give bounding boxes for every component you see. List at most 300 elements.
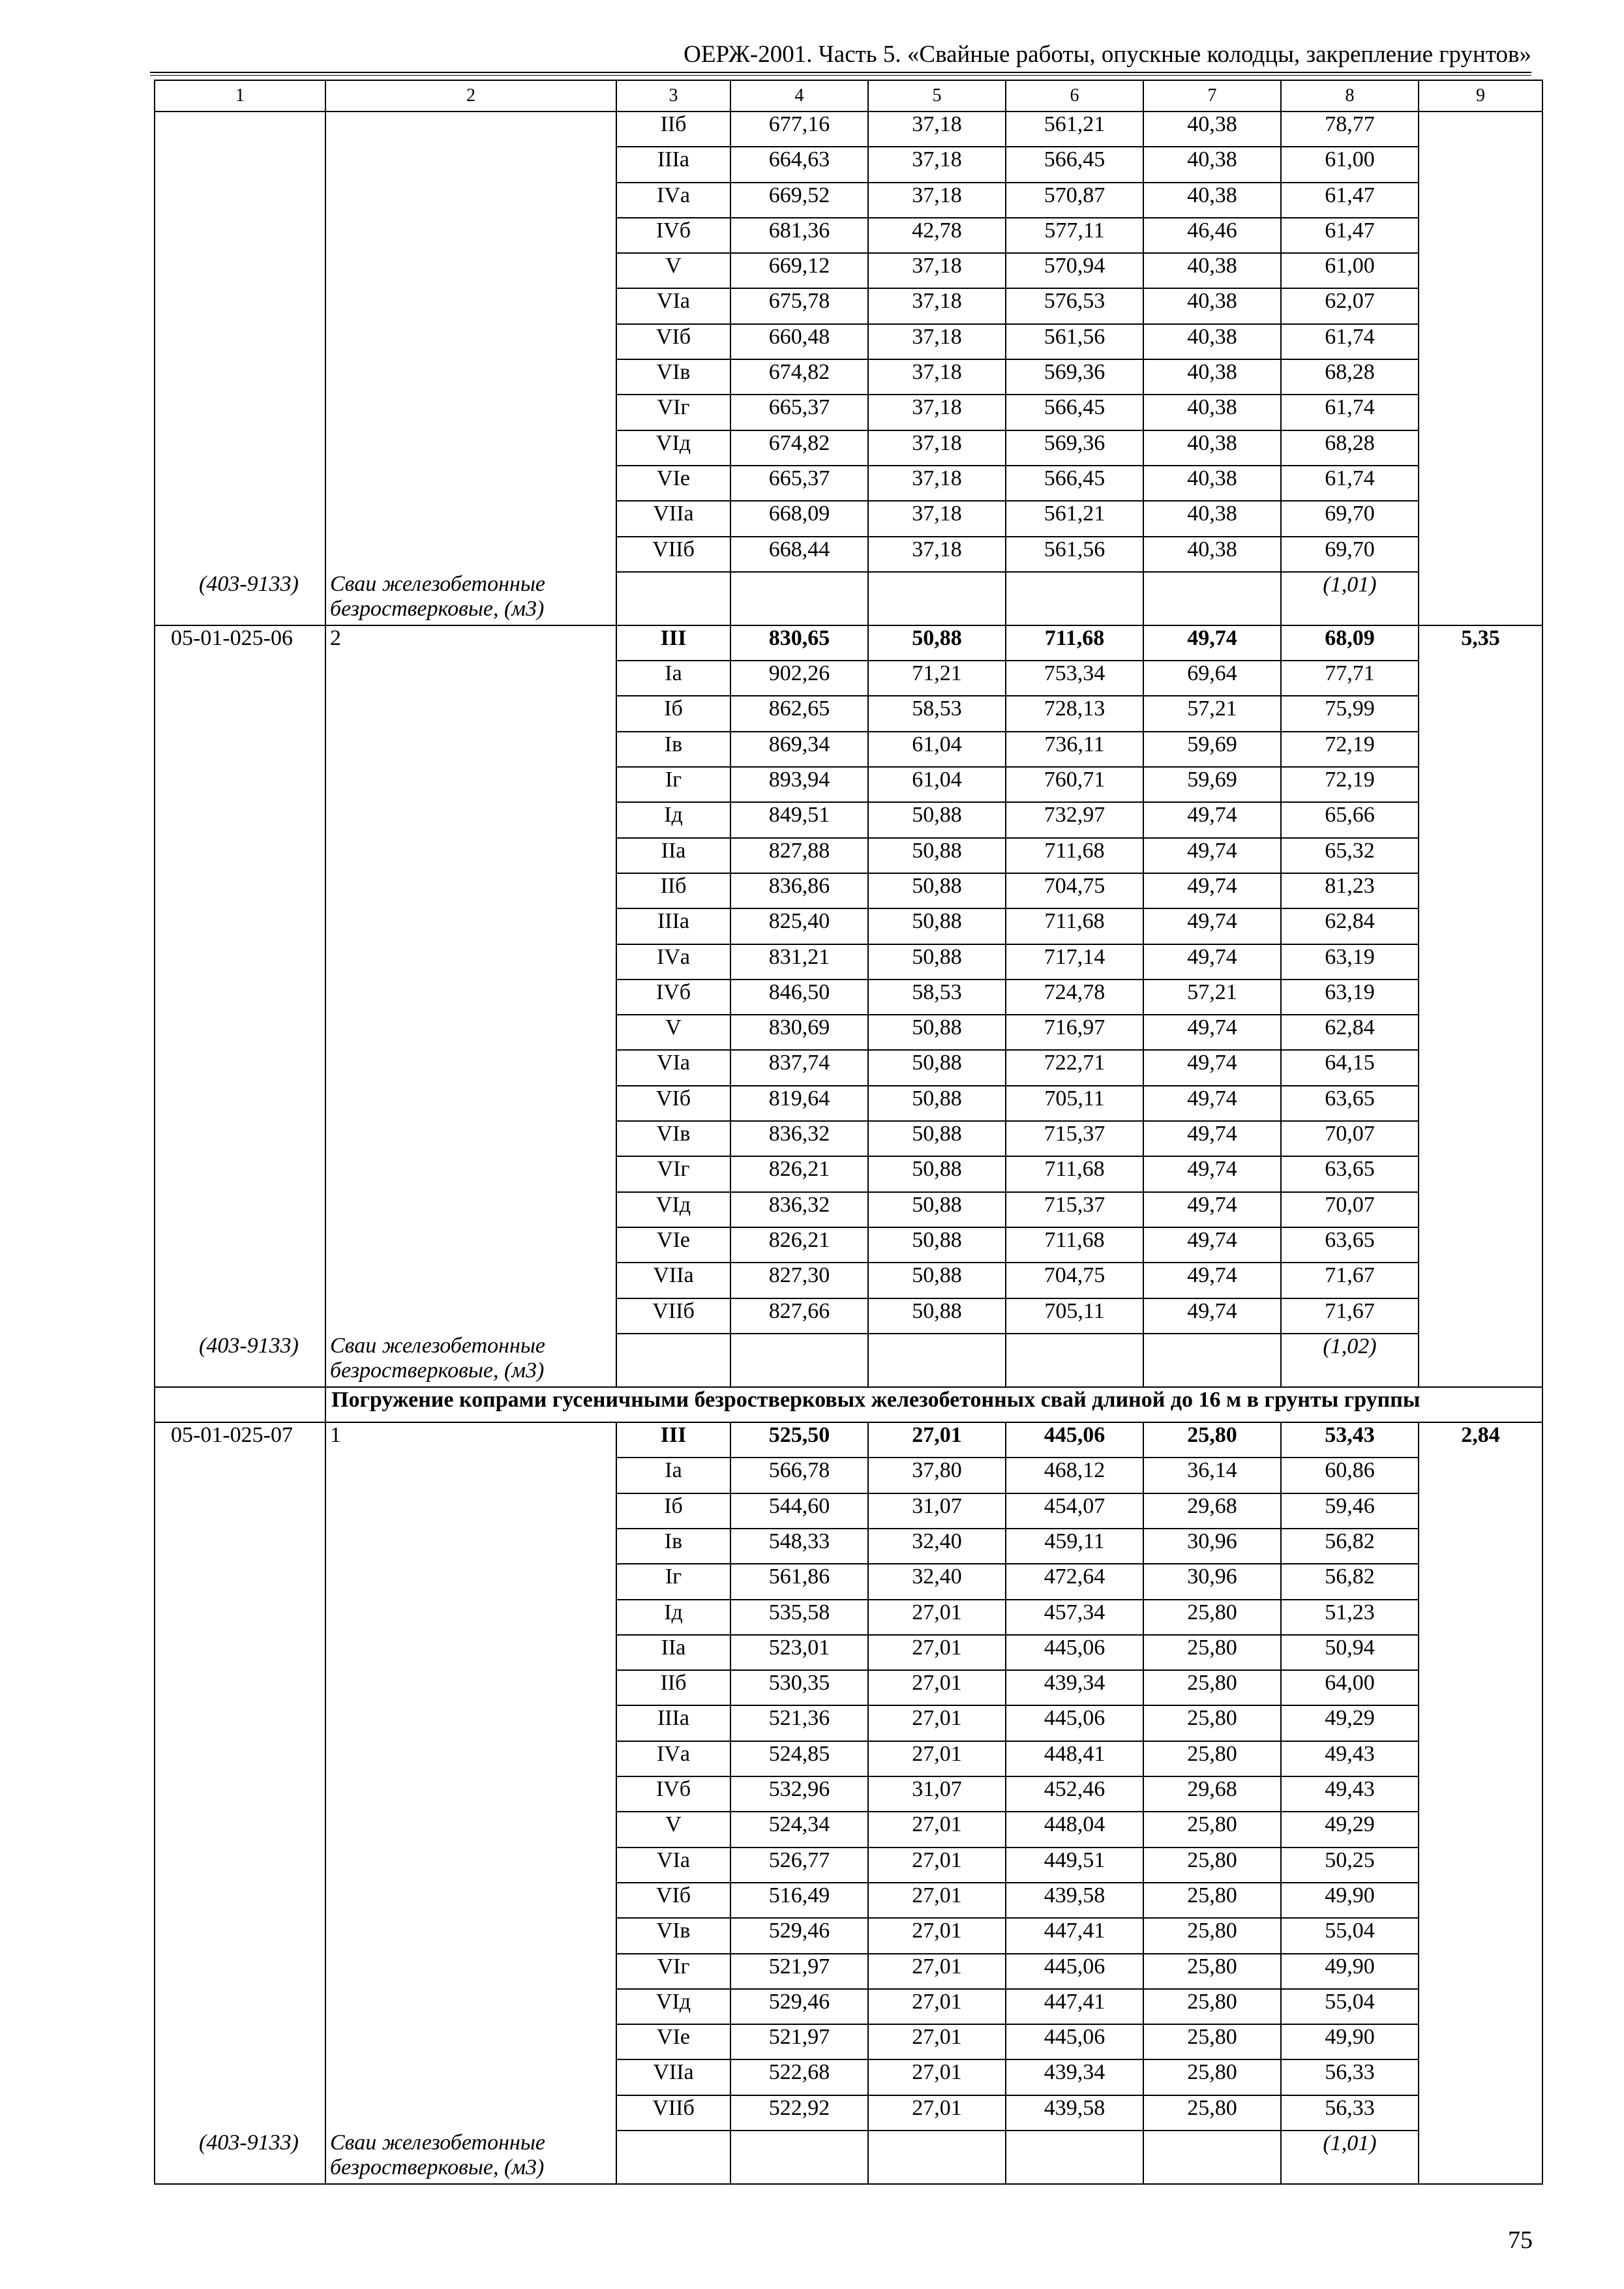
soil-group: VIIа: [616, 1263, 730, 1298]
rate-value: 561,21: [1006, 112, 1143, 147]
rate-value: 459,11: [1006, 1529, 1143, 1564]
column-number: 7: [1143, 80, 1281, 112]
rate-value: 70,07: [1281, 1121, 1419, 1156]
rate-value: 711,68: [1006, 1156, 1143, 1191]
rate-value: 27,01: [868, 2095, 1006, 2131]
rate-value: 37,80: [868, 1458, 1006, 1493]
rate-value: 521,97: [730, 1954, 868, 1989]
rate-value: 27,01: [868, 1954, 1006, 1989]
rate-value: 40,38: [1143, 147, 1281, 182]
empty-cell: [868, 572, 1006, 625]
rate-value: 445,06: [1006, 1954, 1143, 1989]
rate-value: 49,74: [1143, 944, 1281, 980]
rate-value: 665,37: [730, 395, 868, 430]
empty-cell: [868, 2131, 1006, 2184]
rate-value: 55,04: [1281, 1989, 1419, 2024]
group-number: 2: [325, 625, 616, 1334]
empty-cell: [1143, 2131, 1281, 2184]
column-number: 6: [1006, 80, 1143, 112]
soil-group: V: [616, 253, 730, 288]
rate-value: 49,74: [1143, 802, 1281, 837]
empty-cell: [1143, 1334, 1281, 1387]
rate-value: 50,88: [868, 1050, 1006, 1085]
rate-value: 826,21: [730, 1227, 868, 1263]
rate-value: 27,01: [868, 1705, 1006, 1741]
rate-value: 668,09: [730, 501, 868, 536]
rate-value: 49,74: [1143, 1086, 1281, 1121]
rate-value: 472,64: [1006, 1564, 1143, 1599]
rate-value: 27,01: [868, 1812, 1006, 1847]
rate-value: 819,64: [730, 1086, 868, 1121]
rate-value: 32,40: [868, 1529, 1006, 1564]
column-number: 2: [325, 80, 616, 112]
rate-value: 25,80: [1143, 1848, 1281, 1883]
soil-group: VIIб: [616, 2095, 730, 2131]
rate-value: 50,88: [868, 802, 1006, 837]
rate-value: 61,04: [868, 732, 1006, 767]
column-number: 9: [1419, 80, 1542, 112]
rate-value: 71,67: [1281, 1298, 1419, 1334]
soil-group: IIб: [616, 1670, 730, 1705]
rate-value: 25,80: [1143, 1918, 1281, 1953]
rates-table: [154, 80, 1543, 2185]
section-title: Погружение копрами гусеничными безростверковых железобетонных свай длиной до 16 м в грунты группы: [325, 1387, 1542, 1422]
rate-value: 30,96: [1143, 1564, 1281, 1599]
rate-value: 830,65: [730, 625, 868, 661]
rate-value: 674,82: [730, 359, 868, 395]
rate-value: 825,40: [730, 908, 868, 944]
rate-value: 42,78: [868, 218, 1006, 253]
soil-group: VIг: [616, 1156, 730, 1191]
rate-value: 72,19: [1281, 767, 1419, 802]
soil-group: VIд: [616, 1989, 730, 2024]
rate-value: 722,71: [1006, 1050, 1143, 1085]
soil-group: V: [616, 1812, 730, 1847]
rate-value: 548,33: [730, 1529, 868, 1564]
rate-value: 50,88: [868, 1263, 1006, 1298]
soil-group: IIб: [616, 873, 730, 908]
rate-value: 49,43: [1281, 1776, 1419, 1812]
rate-value: 445,06: [1006, 2024, 1143, 2059]
soil-group: VIIа: [616, 2059, 730, 2095]
rate-value: 37,18: [868, 501, 1006, 536]
rate-value: 63,65: [1281, 1227, 1419, 1263]
empty-cell: [1143, 572, 1281, 625]
rate-value: 27,01: [868, 1635, 1006, 1670]
rate-value: 25,80: [1143, 1422, 1281, 1458]
rate-value: 49,74: [1143, 1121, 1281, 1156]
rate-value: 566,45: [1006, 395, 1143, 430]
rate-value: 660,48: [730, 324, 868, 359]
empty-cell: [616, 572, 730, 625]
rate-value: 715,37: [1006, 1121, 1143, 1156]
rate-value: 53,43: [1281, 1422, 1419, 1458]
rate-value: 561,21: [1006, 501, 1143, 536]
group-number: [325, 112, 616, 572]
rate-value: 68,09: [1281, 625, 1419, 661]
rate-value: 846,50: [730, 980, 868, 1015]
rate-value: 50,88: [868, 1227, 1006, 1263]
rate-value: 40,38: [1143, 537, 1281, 572]
rate-value: 57,21: [1143, 980, 1281, 1015]
rate-value: 569,36: [1006, 359, 1143, 395]
rate-value: 49,74: [1143, 838, 1281, 873]
rate-value: 50,88: [868, 1192, 1006, 1227]
material-row: [155, 572, 1542, 625]
rate-value: 72,19: [1281, 732, 1419, 767]
rate-value: 447,41: [1006, 1918, 1143, 1953]
material-quantity: (1,02): [1281, 1334, 1419, 1387]
rate-value: 59,46: [1281, 1493, 1419, 1529]
column-number: 5: [868, 80, 1006, 112]
soil-group: VIе: [616, 1227, 730, 1263]
rate-value: 569,36: [1006, 430, 1143, 466]
rate-value: 25,80: [1143, 1741, 1281, 1776]
rate-value: 59,69: [1143, 767, 1281, 802]
rate-value: 49,90: [1281, 1954, 1419, 1989]
soil-group: IIа: [616, 1635, 730, 1670]
soil-group: IVа: [616, 944, 730, 980]
rate-value: 711,68: [1006, 908, 1143, 944]
rate-value: 36,14: [1143, 1458, 1281, 1493]
soil-group: VIе: [616, 466, 730, 501]
rate-value: 75,99: [1281, 696, 1419, 731]
section-blank: [155, 1387, 325, 1422]
empty-cell: [1006, 572, 1143, 625]
rate-value: 50,88: [868, 838, 1006, 873]
rate-value: 705,11: [1006, 1086, 1143, 1121]
rate-value: 40,38: [1143, 183, 1281, 218]
rate-value: 37,18: [868, 395, 1006, 430]
soil-group: Iг: [616, 767, 730, 802]
rate-value: 674,82: [730, 430, 868, 466]
soil-group: VIб: [616, 1086, 730, 1121]
rate-value: 49,90: [1281, 2024, 1419, 2059]
rate-value: 65,66: [1281, 802, 1419, 837]
table-row: [155, 1422, 1542, 1458]
rate-value: 46,46: [1143, 218, 1281, 253]
column-number: 3: [616, 80, 730, 112]
soil-group: VIг: [616, 395, 730, 430]
rate-value: 61,00: [1281, 147, 1419, 182]
empty-cell: [616, 1334, 730, 1387]
rate-code: [155, 112, 325, 572]
rate-value: 711,68: [1006, 838, 1143, 873]
rate-value: 523,01: [730, 1635, 868, 1670]
column-number-row: [155, 80, 1542, 112]
rate-value: 57,21: [1143, 696, 1281, 731]
rate-value: 439,34: [1006, 1670, 1143, 1705]
rate-value: 56,82: [1281, 1564, 1419, 1599]
rate-value: 522,68: [730, 2059, 868, 2095]
rate-value: 63,65: [1281, 1086, 1419, 1121]
rate-value: 27,01: [868, 1422, 1006, 1458]
rate-value: 449,51: [1006, 1848, 1143, 1883]
soil-group: V: [616, 1015, 730, 1050]
rate-value: 25,80: [1143, 2095, 1281, 2131]
soil-group: Iв: [616, 732, 730, 767]
rate-value: 49,74: [1143, 908, 1281, 944]
rate-value: 49,74: [1143, 625, 1281, 661]
rate-value: 677,16: [730, 112, 868, 147]
column-number: 8: [1281, 80, 1419, 112]
soil-group: IIIа: [616, 147, 730, 182]
rate-value: 50,88: [868, 1086, 1006, 1121]
rate-value: 526,77: [730, 1848, 868, 1883]
soil-group: Iд: [616, 802, 730, 837]
rate-value: 62,07: [1281, 288, 1419, 323]
rate-value: 50,88: [868, 1015, 1006, 1050]
rate-value: 831,21: [730, 944, 868, 980]
rate-value: 71,67: [1281, 1263, 1419, 1298]
empty-cell: [1006, 2131, 1143, 2184]
rate-value: 29,68: [1143, 1493, 1281, 1529]
rate-value: 25,80: [1143, 1705, 1281, 1741]
group-number: 1: [325, 1422, 616, 2131]
soil-group: Iа: [616, 661, 730, 696]
soil-group: VIб: [616, 1883, 730, 1918]
rate-value: 27,01: [868, 1989, 1006, 2024]
rate-value: 49,74: [1143, 1227, 1281, 1263]
rate-value: 717,14: [1006, 944, 1143, 980]
rate-value: 561,86: [730, 1564, 868, 1599]
rate-value: 37,18: [868, 288, 1006, 323]
rate-value: 728,13: [1006, 696, 1143, 731]
header-rule: [150, 72, 1531, 76]
rate-value: 570,94: [1006, 253, 1143, 288]
rate-value: 49,74: [1143, 1263, 1281, 1298]
rate-value: 50,88: [868, 944, 1006, 980]
rate-value: 27,01: [868, 2024, 1006, 2059]
rate-value: 59,69: [1143, 732, 1281, 767]
soil-group: IIIа: [616, 1705, 730, 1741]
rate-value: 457,34: [1006, 1600, 1143, 1635]
rate-value: 521,36: [730, 1705, 868, 1741]
rate-value: 452,46: [1006, 1776, 1143, 1812]
soil-group: Iг: [616, 1564, 730, 1599]
rate-value: 55,04: [1281, 1918, 1419, 1953]
rate-value: 826,21: [730, 1156, 868, 1191]
soil-group: Iб: [616, 1493, 730, 1529]
soil-group: VIа: [616, 288, 730, 323]
rate-value: 29,68: [1143, 1776, 1281, 1812]
rate-value: 827,30: [730, 1263, 868, 1298]
rate-value: 445,06: [1006, 1635, 1143, 1670]
soil-group: VIIб: [616, 537, 730, 572]
rate-value: 70,07: [1281, 1192, 1419, 1227]
soil-group: IVа: [616, 1741, 730, 1776]
rate-value: 447,41: [1006, 1989, 1143, 2024]
rate-value: 40,38: [1143, 359, 1281, 395]
rate-value: 32,40: [868, 1564, 1006, 1599]
section-heading-row: [155, 1387, 1542, 1422]
rate-value: 675,78: [730, 288, 868, 323]
rate-value: 448,41: [1006, 1741, 1143, 1776]
rate-value: 445,06: [1006, 1705, 1143, 1741]
rate-value: 25,80: [1143, 1670, 1281, 1705]
rate-value: 37,18: [868, 537, 1006, 572]
page-header: ОЕРЖ-2001. Часть 5. «Свайные работы, опускные колодцы, закрепление грунтов»: [684, 41, 1531, 68]
rate-value: 68,28: [1281, 430, 1419, 466]
rate-value: 529,46: [730, 1989, 868, 2024]
rate-value: 64,00: [1281, 1670, 1419, 1705]
rate-value: 69,64: [1143, 661, 1281, 696]
rate-value: 56,33: [1281, 2059, 1419, 2095]
rate-value: 566,78: [730, 1458, 868, 1493]
rate-value: 715,37: [1006, 1192, 1143, 1227]
soil-group: III: [616, 1422, 730, 1458]
rate-value: 705,11: [1006, 1298, 1143, 1334]
column-9-value: 5,35: [1419, 625, 1542, 1387]
rate-value: 69,70: [1281, 537, 1419, 572]
rate-value: 49,74: [1143, 1192, 1281, 1227]
rate-value: 468,12: [1006, 1458, 1143, 1493]
rate-value: 61,47: [1281, 183, 1419, 218]
rate-value: 836,32: [730, 1121, 868, 1156]
rate-value: 753,34: [1006, 661, 1143, 696]
rate-value: 49,43: [1281, 1741, 1419, 1776]
rate-value: 837,74: [730, 1050, 868, 1085]
soil-group: IVб: [616, 980, 730, 1015]
rate-value: 724,78: [1006, 980, 1143, 1015]
material-name: Сваи железобетонные безростверковые, (м3): [325, 1334, 616, 1387]
rate-value: 49,29: [1281, 1705, 1419, 1741]
rate-value: 50,88: [868, 908, 1006, 944]
soil-group: Iв: [616, 1529, 730, 1564]
rate-value: 50,88: [868, 625, 1006, 661]
rate-value: 525,50: [730, 1422, 868, 1458]
soil-group: III: [616, 625, 730, 661]
rate-value: 81,23: [1281, 873, 1419, 908]
material-code: (403-9133): [155, 2131, 325, 2184]
rate-value: 836,32: [730, 1192, 868, 1227]
rate-code: 05-01-025-07: [155, 1422, 325, 2131]
rate-value: 529,46: [730, 1918, 868, 1953]
rate-value: 50,88: [868, 1156, 1006, 1191]
rate-value: 56,82: [1281, 1529, 1419, 1564]
rate-value: 63,19: [1281, 944, 1419, 980]
rate-value: 61,47: [1281, 218, 1419, 253]
rate-value: 736,11: [1006, 732, 1143, 767]
soil-group: Iб: [616, 696, 730, 731]
soil-group: VIд: [616, 1192, 730, 1227]
soil-group: VIв: [616, 359, 730, 395]
rate-value: 827,88: [730, 838, 868, 873]
column-9-value: 2,84: [1419, 1422, 1542, 2184]
rate-value: 50,25: [1281, 1848, 1419, 1883]
material-code: (403-9133): [155, 1334, 325, 1387]
rate-value: 58,53: [868, 980, 1006, 1015]
rate-value: 25,80: [1143, 2059, 1281, 2095]
empty-cell: [730, 2131, 868, 2184]
rate-value: 56,33: [1281, 2095, 1419, 2131]
material-row: [155, 1334, 1542, 1387]
table-row: [155, 625, 1542, 661]
rate-value: 40,38: [1143, 253, 1281, 288]
rate-value: 524,85: [730, 1741, 868, 1776]
rate-value: 37,18: [868, 253, 1006, 288]
rate-value: 704,75: [1006, 1263, 1143, 1298]
column-number: 4: [730, 80, 868, 112]
rate-value: 439,58: [1006, 2095, 1143, 2131]
rate-value: 65,32: [1281, 838, 1419, 873]
rate-value: 893,94: [730, 767, 868, 802]
rate-value: 40,38: [1143, 501, 1281, 536]
rate-value: 40,38: [1143, 288, 1281, 323]
rate-value: 445,06: [1006, 1422, 1143, 1458]
soil-group: IVб: [616, 1776, 730, 1812]
rate-value: 37,18: [868, 183, 1006, 218]
material-quantity: (1,01): [1281, 572, 1419, 625]
rate-value: 522,92: [730, 2095, 868, 2131]
rate-value: 40,38: [1143, 430, 1281, 466]
column-number: 1: [155, 80, 325, 112]
soil-group: Iд: [616, 1600, 730, 1635]
rate-value: 561,56: [1006, 324, 1143, 359]
rate-value: 665,37: [730, 466, 868, 501]
rate-value: 62,84: [1281, 1015, 1419, 1050]
rate-value: 50,88: [868, 1298, 1006, 1334]
rate-value: 544,60: [730, 1493, 868, 1529]
soil-group: VIа: [616, 1050, 730, 1085]
rate-value: 454,07: [1006, 1493, 1143, 1529]
rate-value: 716,97: [1006, 1015, 1143, 1050]
rate-value: 869,34: [730, 732, 868, 767]
rate-value: 40,38: [1143, 112, 1281, 147]
rate-value: 669,52: [730, 183, 868, 218]
rate-value: 27,01: [868, 1741, 1006, 1776]
rate-value: 862,65: [730, 696, 868, 731]
rate-value: 27,01: [868, 1848, 1006, 1883]
rate-value: 25,80: [1143, 2024, 1281, 2059]
rate-value: 40,38: [1143, 395, 1281, 430]
rate-value: 30,96: [1143, 1529, 1281, 1564]
rate-value: 78,77: [1281, 112, 1419, 147]
rate-value: 60,86: [1281, 1458, 1419, 1493]
rate-value: 64,15: [1281, 1050, 1419, 1085]
empty-cell: [730, 572, 868, 625]
rate-value: 37,18: [868, 359, 1006, 395]
soil-group: VIд: [616, 430, 730, 466]
rate-value: 25,80: [1143, 1635, 1281, 1670]
rate-value: 63,19: [1281, 980, 1419, 1015]
rate-value: 31,07: [868, 1776, 1006, 1812]
rate-value: 61,74: [1281, 466, 1419, 501]
material-name: Сваи железобетонные безростверковые, (м3): [325, 2131, 616, 2184]
rate-value: 576,53: [1006, 288, 1143, 323]
material-code: (403-9133): [155, 572, 325, 625]
rate-value: 49,74: [1143, 1050, 1281, 1085]
empty-cell: [868, 1334, 1006, 1387]
empty-cell: [1006, 1334, 1143, 1387]
rate-value: 521,97: [730, 2024, 868, 2059]
soil-group: Iа: [616, 1458, 730, 1493]
soil-group: IVа: [616, 183, 730, 218]
soil-group: VIIб: [616, 1298, 730, 1334]
rate-value: 61,74: [1281, 395, 1419, 430]
rate-value: 668,44: [730, 537, 868, 572]
material-quantity: (1,01): [1281, 2131, 1419, 2184]
rate-value: 664,63: [730, 147, 868, 182]
rate-value: 849,51: [730, 802, 868, 837]
rate-value: 37,18: [868, 466, 1006, 501]
rate-value: 566,45: [1006, 466, 1143, 501]
rate-value: 27,01: [868, 1918, 1006, 1953]
rate-value: 25,80: [1143, 1954, 1281, 1989]
rate-value: 530,35: [730, 1670, 868, 1705]
soil-group: IIб: [616, 112, 730, 147]
soil-group: VIв: [616, 1918, 730, 1953]
